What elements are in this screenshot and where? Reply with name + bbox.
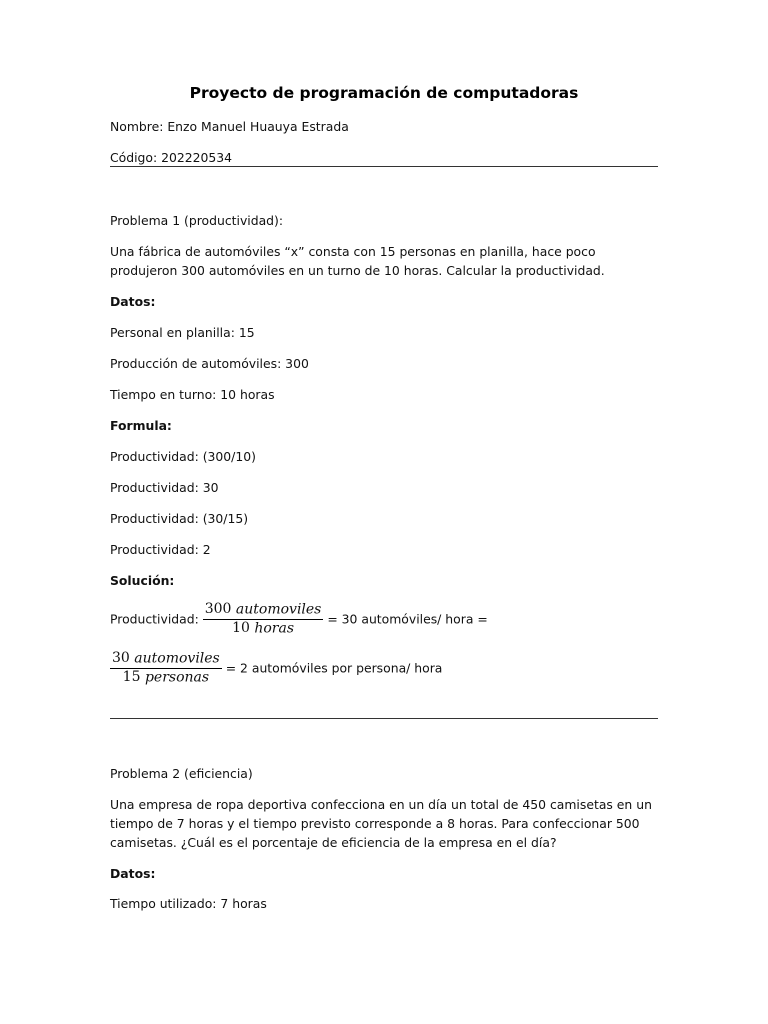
problem2-statement: Una empresa de ropa deportiva confecciona en un día un total de 450 camisetas en un tiempo de 7 horas y el tiempo previsto corresponde a 8 horas. Para confeccionar 500 camisetas. ¿Cuál es el porcentaje de eficiencia de la empresa en el día? bbox=[110, 797, 652, 851]
problem1-formula-step2: Productividad: 30 bbox=[110, 480, 219, 495]
equation2-result: = 2 automóviles por persona/ hora bbox=[225, 660, 443, 676]
equation1-denominator-unit: horas bbox=[254, 620, 295, 636]
header-divider bbox=[110, 166, 658, 167]
problem1-solution-equation1 bbox=[110, 601, 488, 637]
problem1-solution-equation2 bbox=[110, 650, 442, 686]
student-code: Código: 202220534 bbox=[110, 150, 233, 165]
problem2-dato-tiempo: Tiempo utilizado: 7 horas bbox=[110, 896, 267, 911]
equation1-numerator: 300 bbox=[204, 601, 232, 617]
equation1-denominator: 10 bbox=[232, 619, 250, 636]
problem1-divider bbox=[110, 718, 658, 719]
problem1-datos-label: Datos: bbox=[110, 294, 156, 309]
equation2-denominator-unit: personas bbox=[144, 669, 210, 685]
equation2-numerator-unit: automoviles bbox=[134, 650, 220, 667]
equation1-fraction bbox=[203, 601, 324, 637]
problem2-heading: Problema 2 (eficiencia) bbox=[110, 766, 253, 781]
equation2-denominator: 15 bbox=[122, 668, 141, 685]
problem1-solucion-label: Solución: bbox=[110, 573, 175, 588]
equation1-result: = 30 automóviles/ hora = bbox=[327, 611, 488, 627]
problem2-datos-label: Datos: bbox=[110, 866, 156, 881]
problem1-formula-label: Formula: bbox=[110, 418, 172, 433]
equation2-numerator: 30 bbox=[112, 650, 130, 666]
problem1-formula-step4: Productividad: 2 bbox=[110, 542, 211, 557]
problem1-heading: Problema 1 (productividad): bbox=[110, 213, 284, 228]
problem1-dato-produccion: Producción de automóviles: 300 bbox=[110, 356, 309, 371]
student-name: Nombre: Enzo Manuel Huauya Estrada bbox=[110, 119, 349, 134]
problem1-dato-tiempo: Tiempo en turno: 10 horas bbox=[110, 387, 275, 402]
problem1-dato-personal: Personal en planilla: 15 bbox=[110, 325, 255, 340]
document-title: Proyecto de programación de computadoras bbox=[189, 84, 579, 102]
problem1-statement: Una fábrica de automóviles “x” consta con 15 personas en planilla, hace poco produjeron 300 automóviles en un turno de 10 horas. Calcular la productividad. bbox=[110, 244, 605, 279]
equation1-numerator-unit: automoviles bbox=[235, 601, 322, 618]
equation2-fraction bbox=[110, 650, 222, 686]
problem1-formula-step1: Productividad: (300/10) bbox=[110, 449, 256, 464]
equation1-prefix: Productividad: bbox=[110, 611, 199, 627]
problem1-formula-step3: Productividad: (30/15) bbox=[110, 511, 249, 526]
